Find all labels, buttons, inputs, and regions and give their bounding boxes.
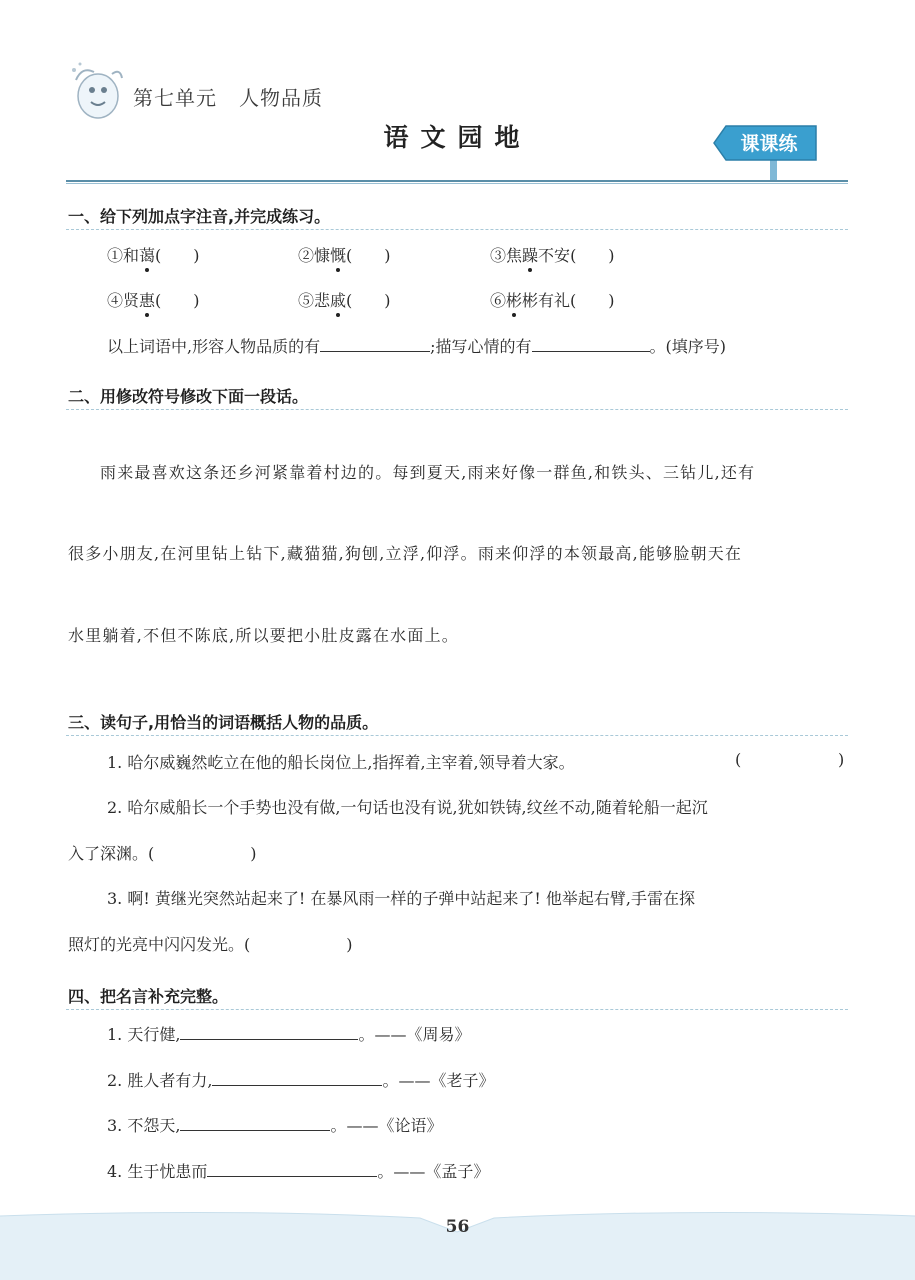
- section-divider: [66, 229, 848, 230]
- answer-paren[interactable]: ( ): [570, 246, 615, 265]
- answer-blank[interactable]: [320, 335, 430, 352]
- sentence-2: 2. 哈尔威船长一个手势也没有做,一句话也没有说,犹如铁铸,纹丝不动,随着轮船一起沉: [107, 798, 708, 817]
- answer-paren[interactable]: ( ): [346, 291, 391, 310]
- section-3-heading: 三、读句子,用恰当的词语概括人物的品质。: [68, 713, 379, 732]
- quote-item: 1. 天行健, 。——《周易》: [107, 1025, 471, 1044]
- section-4-heading: 四、把名言补充完整。: [68, 987, 229, 1006]
- unit-topic: 人物品质: [239, 86, 323, 110]
- quote-item: 4. 生于忧患而 。——《孟子》: [107, 1162, 490, 1181]
- paragraph-line: 雨来最喜欢这条还乡河紧靠着村边的。每到夏天,雨来好像一群鱼,和铁头、三钻儿,还有: [100, 463, 756, 482]
- answer-blank[interactable]: [207, 1160, 377, 1177]
- paragraph-line: 很多小朋友,在河里钻上钻下,藏猫猫,狗刨,立浮,仰浮。雨来仰浮的本领最高,能够脸朝天在: [68, 544, 743, 563]
- answer-paren[interactable]: ( ): [570, 291, 615, 310]
- word-item-1: ①和蔼( ): [107, 246, 200, 265]
- word-item-4: ④贤惠( ): [107, 291, 200, 310]
- word-item-2: ②慷慨( ): [298, 246, 391, 265]
- sentence-3-cont: 照灯的光亮中闪闪发光。( ): [68, 935, 353, 954]
- answer-blank[interactable]: [180, 1114, 330, 1131]
- section-divider: [66, 735, 848, 736]
- word-item-5: ⑤悲戚( ): [298, 291, 391, 310]
- sentence-2-cont: 入了深渊。( ): [68, 844, 257, 863]
- section-divider: [66, 1009, 848, 1010]
- answer-blank[interactable]: [532, 335, 650, 352]
- header-rule-thin: [66, 183, 848, 184]
- paragraph-line: 水里躺着,不但不陈底,所以要把小肚皮露在水面上。: [68, 626, 459, 645]
- sentence-3: 3. 啊! 黄继光突然站起来了! 在暴风雨一样的子弹中站起来了! 他举起右臂,手雷在探: [107, 889, 695, 908]
- answer-paren[interactable]: ( ): [155, 291, 200, 310]
- answer-paren-close[interactable]: ): [838, 750, 845, 769]
- word-item-3: ③焦躁不安( ): [490, 246, 615, 265]
- sentence-1: 1. 哈尔威巍然屹立在他的船长岗位上,指挥着,主宰着,领导着大家。: [107, 753, 575, 772]
- answer-blank[interactable]: [212, 1069, 382, 1086]
- section-divider: [66, 409, 848, 410]
- page-number: 56: [445, 1217, 470, 1237]
- answer-blank[interactable]: [180, 1023, 358, 1040]
- classify-question: 以上词语中,形容人物品质的有 ;描写心情的有 。(填序号): [107, 337, 726, 356]
- section-2-heading: 二、用修改符号修改下面一段话。: [68, 387, 309, 406]
- answer-paren[interactable]: ( ): [346, 246, 391, 265]
- unit-heading: [133, 82, 345, 111]
- answer-paren-open[interactable]: (: [735, 750, 742, 769]
- quote-item: 2. 胜人者有力, 。——《老子》: [107, 1071, 495, 1090]
- answer-paren[interactable]: ( ): [155, 246, 200, 265]
- page-title: 语文园地: [383, 123, 532, 152]
- header-rule: [66, 180, 848, 182]
- badge-text: 课课练: [740, 133, 798, 155]
- lesson-badge: [712, 122, 827, 180]
- quote-item: 3. 不怨天, 。——《论语》: [107, 1116, 443, 1135]
- section-1-heading: 一、给下列加点字注音,并完成练习。: [68, 207, 331, 226]
- word-item-6: ⑥彬彬有礼( ): [490, 291, 615, 310]
- unit-number: 第七单元: [133, 86, 217, 110]
